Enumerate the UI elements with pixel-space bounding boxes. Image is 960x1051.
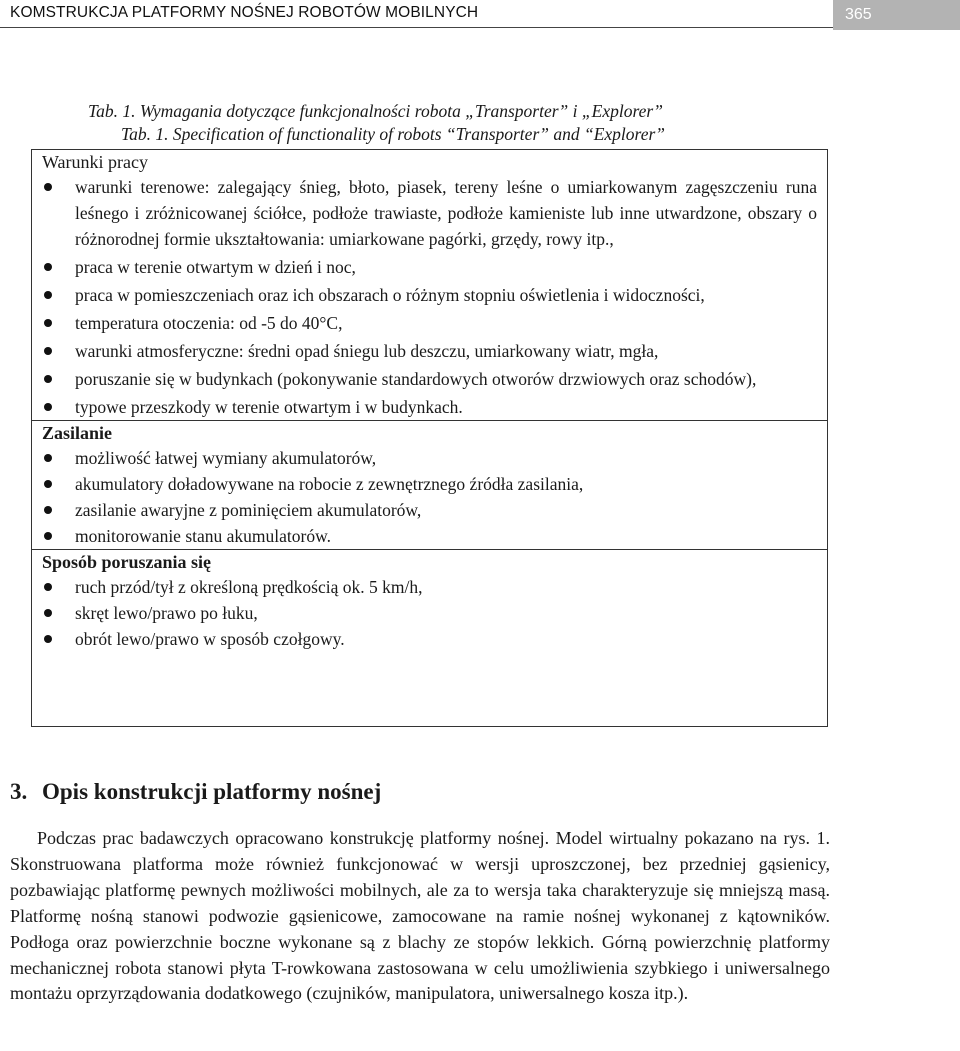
list-item [32,338,827,364]
list-item-text: typowe przeszkody w terenie otwartym i w budynkach. [75,397,463,417]
list-item-text: zasilanie awaryjne z pominięciem akumulatorów, [75,500,422,520]
list-item [32,523,827,549]
list-item [32,574,827,600]
bullet-icon [44,454,52,462]
bullet-icon [44,291,52,299]
list-item-text: praca w terenie otwartym w dzień i noc, [75,257,356,277]
section-heading [10,779,381,805]
list-item [32,600,827,626]
bullet-icon [44,480,52,488]
bullet-icon [44,183,52,191]
list-item [32,626,827,652]
list-item [32,366,827,392]
bullet-list [32,174,827,420]
section-heading-title: Opis konstrukcji platformy nośnej [42,779,382,804]
list-item-text: akumulatory doładowywane na robocie z zewnętrznego źródła zasilania, [75,474,584,494]
list-item-text: praca w pomieszczeniach oraz ich obszarach o różnym stopniu oświetlenia i widoczności, [75,285,705,305]
list-item [32,254,827,280]
list-item-text: obrót lewo/prawo w sposób czołgowy. [75,629,345,649]
list-item [32,310,827,336]
list-item [32,445,827,471]
list-item-text: możliwość łatwej wymiany akumulatorów, [75,448,377,468]
section-title: Warunki pracy [42,152,149,172]
list-item-text: warunki terenowe: zalegający śnieg, błoto, piasek, tereny leśne o umiarkowanym zagęszczeniu runa leśnego i zróżnicowanej ściółce, podłoże trawiaste, podłoże kamieniste lub inne utwardzone, obszary o różnorodnej formie ukształtowania: umiarkowane pagórki, grzędy, rowy itp., [75,177,817,249]
list-item [32,394,827,420]
table-section-power-supply [32,420,827,549]
bullet-icon [44,635,52,643]
list-item [32,471,827,497]
bullet-icon [44,532,52,540]
requirements-table [31,149,828,727]
table-caption-pl: Tab. 1. Wymagania dotyczące funkcjonalności robota „Transporter” i „Explorer” [88,101,663,121]
table-caption-en: Tab. 1. Specification of functionality of robots “Transporter” and “Explorer” [121,124,666,144]
list-item-text: temperatura otoczenia: od -5 do 40°C, [75,313,343,333]
section-number: 3. [10,779,28,804]
bullet-icon [44,347,52,355]
bullet-icon [44,403,52,411]
running-header [0,0,960,30]
bullet-list [32,445,827,549]
list-item-text: monitorowanie stanu akumulatorów. [75,526,331,546]
header-rule [0,27,833,28]
bullet-icon [44,319,52,327]
section-title: Sposób poruszania się [42,552,212,572]
bullet-list [32,574,827,652]
bullet-icon [44,583,52,591]
list-item [32,497,827,523]
list-item [32,174,827,252]
list-item-text: poruszanie się w budynkach (pokonywanie standardowych otworów drzwiowych oraz schodów), [75,369,757,389]
list-item [32,282,827,308]
list-item-text: skręt lewo/prawo po łuku, [75,603,258,623]
bullet-icon [44,609,52,617]
table-section-working-conditions [32,150,827,420]
bullet-icon [44,506,52,514]
body-paragraph: Podczas prac badawczych opracowano konstrukcję platformy nośnej. Model wirtualny pokazano na rys. 1. Skonstruowana platforma może również funkcjonować w wersji uproszczonej, bez przedniej gąsienicy, pozbawiając platformę pewnych możliwości mobilnych, ale za to wersja taka charakteryzuje się mniejszą masą. Platformę nośną stanowi podwozie gąsienicowe, zamocowane na ramie nośnej wykonanej z kątowników. Podłoga oraz powierzchnie boczne wykonane są z blachy ze stopów lekkich. Górną powierzchnię platformy mechanicznej robota stanowi płyta T-rowkowana zastosowana w celu umożliwienia szybkiego i uniwersalnego montażu oprzyrządowania dodatkowego (czujników, manipulatora, uniwersalnego kosza itp.). [10,828,830,1004]
section-title: Zasilanie [42,423,113,443]
list-item-text: warunki atmosferyczne: średni opad śniegu lub deszczu, umiarkowany wiatr, mgła, [75,341,659,361]
table-section-movement [32,549,827,652]
bullet-icon [44,375,52,383]
list-item-text: ruch przód/tył z określoną prędkością ok. 5 km/h, [75,577,423,597]
bullet-icon [44,263,52,271]
running-title: KOMSTRUKCJA PLATFORMY NOŚNEJ ROBOTÓW MOBILNYCH [10,4,479,21]
page-number: 365 [833,0,960,30]
